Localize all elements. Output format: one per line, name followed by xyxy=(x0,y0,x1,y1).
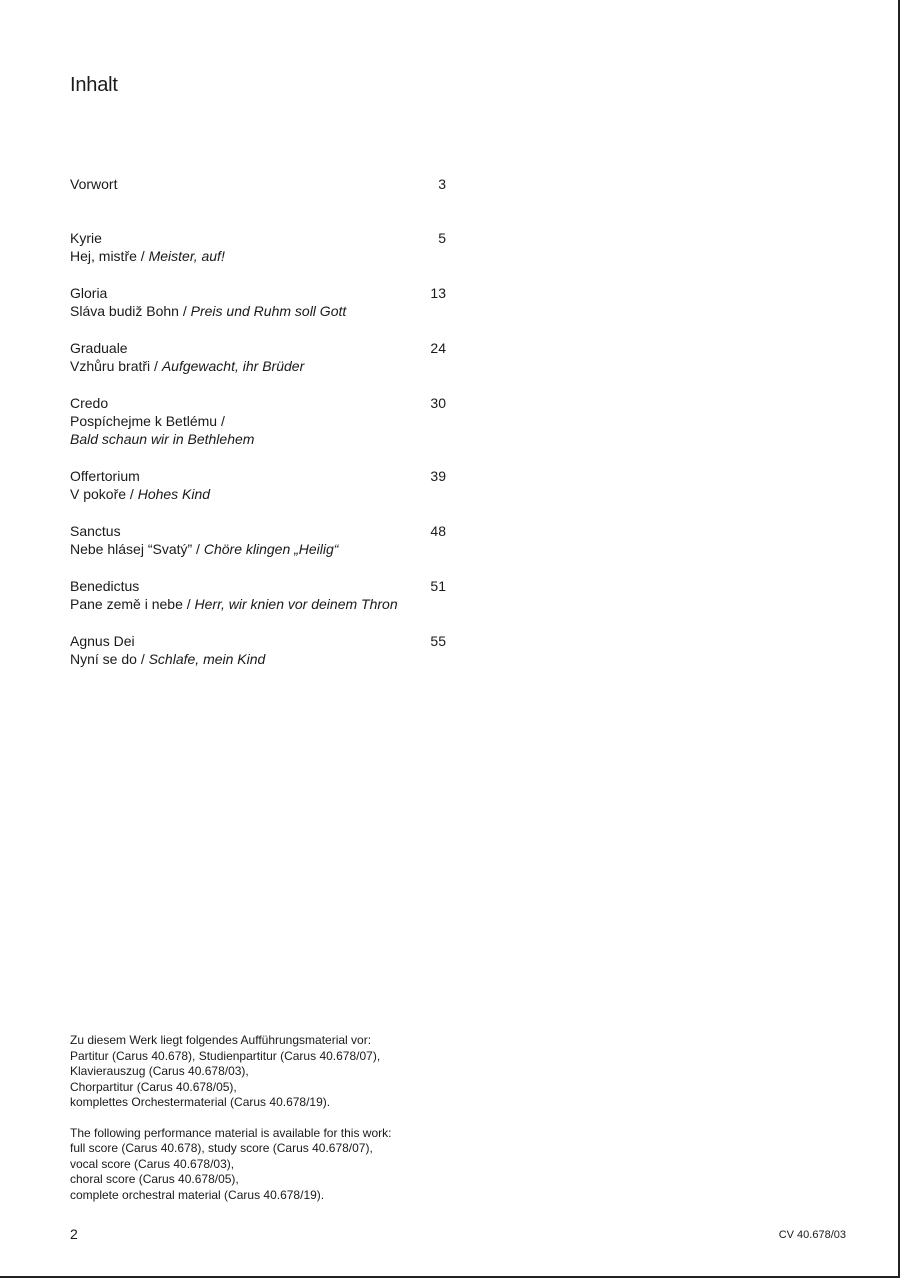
performance-material-note xyxy=(70,1033,490,1218)
toc-entry-graduale xyxy=(70,339,446,375)
material-line: choral score (Carus 40.678/05), xyxy=(70,1172,239,1186)
page-number: 2 xyxy=(70,1226,78,1242)
german-title: Hohes Kind xyxy=(137,486,211,502)
toc-entry-subtitle xyxy=(70,357,446,375)
toc-entry-subtitle xyxy=(70,247,446,265)
table-of-contents xyxy=(70,175,446,687)
toc-entry-benedictus xyxy=(70,577,446,613)
material-line: Chorpartitur (Carus 40.678/05), xyxy=(70,1079,237,1094)
toc-entry-page: 51 xyxy=(430,578,446,594)
material-line: Partitur (Carus 40.678), Studienpartitur (Carus 40.678/07), xyxy=(70,1048,381,1063)
material-line: vocal score (Carus 40.678/03), xyxy=(70,1156,235,1171)
czech-title: Sláva budiž Bohn / xyxy=(70,303,191,319)
material-line: Klavierauszug (Carus 40.678/03), xyxy=(70,1064,249,1078)
german-title: Bald schaun wir in Bethlehem xyxy=(70,431,255,447)
page-title: Inhalt xyxy=(70,74,118,96)
czech-title: Vzhůru bratři / xyxy=(70,358,162,374)
german-title: Preis und Ruhm soll Gott xyxy=(190,303,347,319)
toc-entry-page: 39 xyxy=(430,468,446,484)
toc-entry-title: Vorwort xyxy=(70,176,118,192)
toc-entry-page: 48 xyxy=(430,523,446,539)
toc-entry-title: Kyrie xyxy=(70,230,102,246)
german-title: Schlafe, mein Kind xyxy=(148,651,266,667)
material-line: Zu diesem Werk liegt folgendes Aufführungsmaterial vor: xyxy=(70,1033,372,1047)
toc-entry-page: 13 xyxy=(430,285,446,301)
toc-entry-page: 55 xyxy=(430,633,446,649)
toc-entry-subtitle xyxy=(70,595,446,613)
toc-entry-gloria xyxy=(70,284,446,320)
czech-title: Nebe hlásej “Svatý” / xyxy=(70,541,204,557)
material-line: complete orchestral material (Carus 40.678/19). xyxy=(70,1187,325,1202)
german-title: Herr, wir knien vor deinem Thron xyxy=(194,596,398,612)
toc-entry-preface xyxy=(70,175,446,193)
toc-entry-title: Graduale xyxy=(70,340,128,356)
czech-title: Hej, mistře / xyxy=(70,248,149,264)
toc-entry-page: 24 xyxy=(430,340,446,356)
toc-entry-subtitle xyxy=(70,430,446,448)
toc-entry-title: Offertorium xyxy=(70,468,140,484)
material-line: The following performance material is available for this work: xyxy=(70,1125,392,1140)
material-german xyxy=(70,1033,490,1111)
toc-entry-title: Credo xyxy=(70,395,109,411)
toc-entry-agnus-dei xyxy=(70,632,446,668)
german-title: Meister, auf! xyxy=(148,248,225,264)
toc-entry-page: 5 xyxy=(438,230,446,246)
german-title: Aufgewacht, ihr Brüder xyxy=(161,358,305,374)
toc-entry-subtitle xyxy=(70,540,446,558)
toc-entry-page: 3 xyxy=(438,176,446,192)
czech-title: Pane země i nebe / xyxy=(70,596,195,612)
toc-entry-page: 30 xyxy=(430,395,446,411)
toc-entry-offertorium xyxy=(70,467,446,503)
toc-entry-credo xyxy=(70,394,446,448)
german-title: Chöre klingen „Heilig“ xyxy=(203,541,339,557)
toc-entry-kyrie xyxy=(70,229,446,265)
czech-title: V pokoře / xyxy=(70,486,138,502)
toc-entry-subtitle xyxy=(70,485,446,503)
toc-entry-title: Sanctus xyxy=(70,523,121,539)
toc-entry-sanctus xyxy=(70,522,446,558)
toc-entry-title: Benedictus xyxy=(70,578,140,594)
catalog-number: CV 40.678/03 xyxy=(778,1229,846,1241)
czech-title: Nyní se do / xyxy=(70,651,149,667)
material-line: komplettes Orchestermaterial (Carus 40.678/19). xyxy=(70,1095,331,1109)
toc-entry-subtitle xyxy=(70,302,446,320)
czech-title: Pospíchejme k Betlému / xyxy=(70,413,225,429)
material-english xyxy=(70,1126,490,1204)
material-line: full score (Carus 40.678), study score (Carus 40.678/07), xyxy=(70,1141,373,1155)
toc-entry-subtitle xyxy=(70,650,446,668)
toc-entry-title: Agnus Dei xyxy=(70,633,135,649)
toc-entry-title: Gloria xyxy=(70,285,108,301)
